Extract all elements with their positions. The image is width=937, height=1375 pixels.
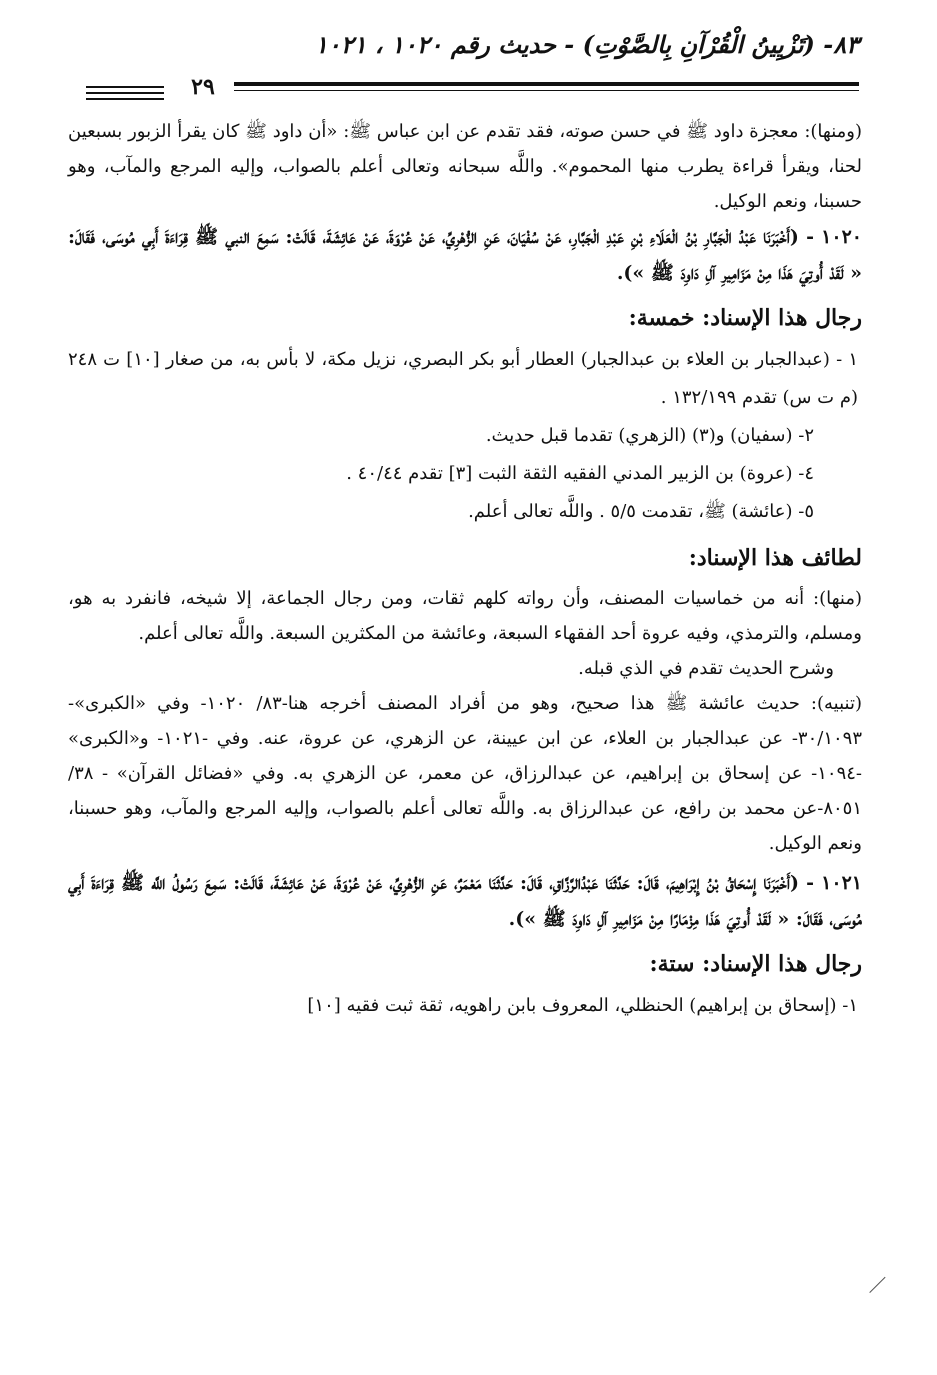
- page-number: ٢٩: [191, 74, 215, 100]
- header-rule: [234, 82, 859, 86]
- narrator-item: ٢- (سفيان) و(٣) (الزهري) تقدما قبل حديث.: [485, 425, 814, 446]
- header-title: ٨٣- (تَزْيِينُ الْقُرْآنِ بِالصَّوْتِ) - حديث رقم ١٠٢٠ ، ١٠٢١: [314, 30, 859, 59]
- header-rule-thin: [234, 90, 859, 91]
- left-rule-3: [86, 98, 164, 100]
- narrator-item: ١- (إسحاق بن إبراهيم) الحنظلي، المعروف بابن راهويه، ثقة ثبت فقيه [١٠]: [307, 995, 858, 1016]
- rijal-heading-1: رجال هذا الإسناد: خمسة:: [628, 305, 862, 331]
- narrator-item: ٥- (عائشة) ﷺ، تقدمت ٥/٥ . واللَّه تعالى أعلم.: [468, 501, 814, 522]
- narrator-item: ١ - (عبدالجبار بن العلاء بن عبدالجبار) العطار أبو بكر البصري، نزيل مكة، لا بأس به، من صغار [١٠] ت ٢٤٨ (م ت س) تقدم ١٣٢/١٩٩ .: [68, 349, 858, 408]
- pen-mark: [869, 1277, 886, 1294]
- intro-paragraph: (ومنها): معجزة داود ﷺ في حسن صوته، فقد تقدم عن ابن عباس ﷺ: «أن داود ﷺ كان يقرأ الزبور بسبعين لحنا، ويقرأ قراءة يطرب منها المحموم». واللَّه سبحانه وتعالى أعلم بالصواب، وإليه المرجع والمآب، وهو حسبنا، ونعم الوكيل.: [68, 121, 862, 212]
- hadith-1020: ١٠٢٠ - (أَخْبَرَنَا عَبْدُ الْجَبَّارِ بْنُ الْعَلَاءِ بْنِ عَبْدِ الْجَبَّارِ، عَنْ سُفْيَانَ، عَنِ الزُّهْرِيِّ، عَنْ عُرْوَةَ، عَنْ عَائِشَةَ، قَالَتْ: سَمِعَ النبي ﷺ قِرَاءَةَ أَبِي مُوسَى، فَقَالَ: « لَقَدْ أُوتِيَ هَذَا مِنْ مَزَامِيرِ آلِ دَاوِدَ ﷺ »).: [68, 226, 862, 284]
- running-header: [80, 30, 859, 78]
- left-rule: [86, 86, 164, 88]
- hadith-1021: ١٠٢١ - (أَخْبَرَنَا إِسْحَاقُ بْنُ إِبْرَاهِيمَ، قَالَ: حَدَّثَنَا عَبْدُالرَّزَّاقِ، قَالَ: حَدَّثَنَا مَعْمَرٌ، عَنِ الزُّهْرِيِّ، عَنْ عُرْوَةَ، عَنْ عَائِشَةَ، قَالَتْ: سَمِعَ رَسُولُ اللَّه ﷺ قِرَاءَةَ أَبِي مُوسَى، فَقَالَ: « لَقَدْ أُوتِيَ هَذَا مِزْمَارًا مِنْ مَزَامِيرِ آلِ دَاوِدَ ﷺ »).: [68, 872, 862, 930]
- sharh-note: وشرح الحديث تقدم في الذي قبله.: [578, 658, 834, 679]
- rijal-heading-2: رجال هذا الإسناد: ستة:: [649, 951, 862, 977]
- tanbih-paragraph: (تنبيه): حديث عائشة ﷺ هذا صحيح، وهو من أفراد المصنف أخرجه هنا-٨٣/ ١٠٢٠- وفي «الكبرى»- ٣٠/١٠٩٣- عن عبدالجبار بن العلاء، عن ابن عيينة، عن الزهري، عن عروة، عنه. وفي -١٠٢١- و«الكبرى» -١٠٩٤- عن إسحاق بن إبراهيم، عن عبدالرزاق، عن معمر، عن الزهري به. وفي «فضائل القرآن» - ٣٨/ ٨٠٥١-عن محمد بن رافع، عن عبدالرزاق به. واللَّه تعالى أعلم بالصواب، وإليه المرجع والمآب، وهو حسبنا، ونعم الوكيل.: [68, 693, 862, 854]
- left-rule-2: [86, 92, 164, 94]
- lataif-heading: لطائف هذا الإسناد:: [688, 545, 862, 571]
- main-text: [68, 114, 862, 1025]
- lataif-paragraph: (منها): أنه من خماسيات المصنف، وأن رواته كلهم ثقات، ومن رجال الجماعة، إلا شيخه، فانفرد به هو، ومسلم، والترمذي، وفيه عروة أحد الفقهاء السبعة، وعائشة من المكثرين السبعة. واللَّه تعالى أعلم.: [68, 588, 862, 644]
- narrator-item: ٤- (عروة) بن الزبير المدني الفقيه الثقة الثبت [٣] تقدم ٤٠/٤٤ .: [346, 463, 814, 484]
